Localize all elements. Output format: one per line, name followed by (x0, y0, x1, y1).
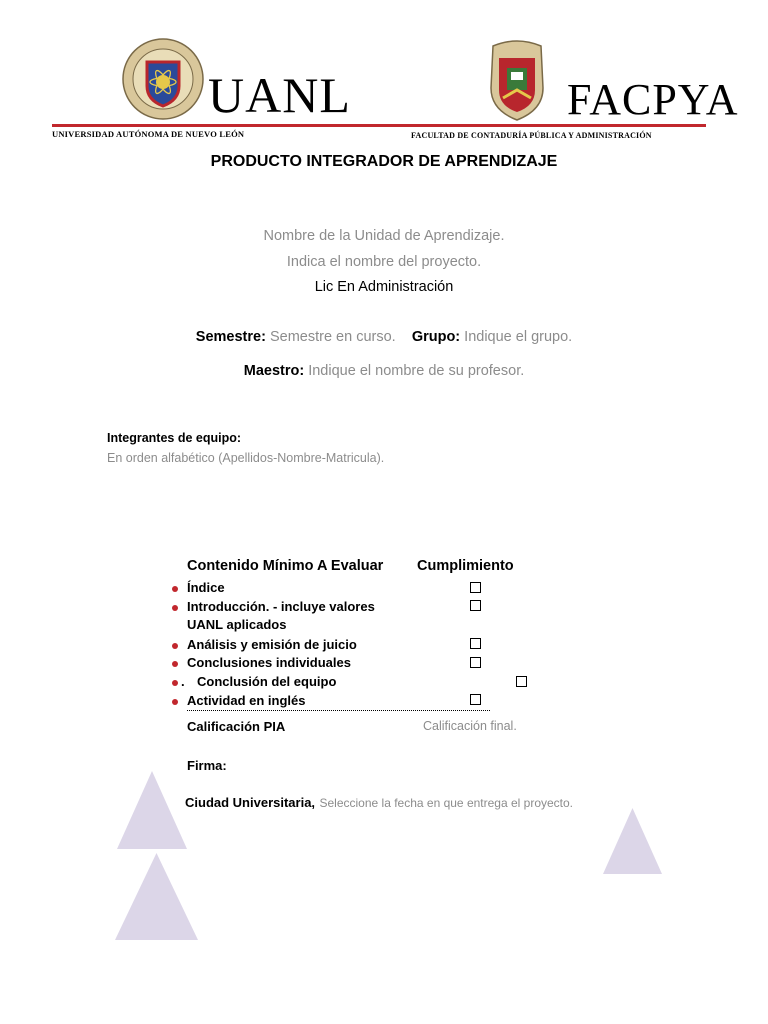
teacher-label: Maestro: (243, 363, 305, 379)
bullet-icon (172, 680, 178, 686)
uanl-seal (122, 38, 204, 125)
semester-label: Semestre: (195, 329, 266, 345)
grade-label: Calificación PIA (187, 719, 286, 734)
eval-item-introduction-cont: UANL aplicados (187, 617, 287, 632)
project-name-field[interactable]: Indica el nombre del proyecto. (286, 254, 482, 270)
eval-item-english-activity: Actividad en inglés (187, 693, 306, 708)
checkbox-introduction[interactable] (470, 600, 481, 611)
compliance-column-header: Cumplimiento (417, 558, 514, 574)
bullet-icon (172, 661, 178, 667)
semester-group-line (0, 329, 768, 345)
header-rule (52, 124, 706, 127)
uanl-logo-text: UANL (208, 67, 351, 123)
checkbox-index[interactable] (470, 582, 481, 593)
footer-line (185, 794, 573, 812)
bullet-icon (172, 643, 178, 649)
bullet-icon (172, 586, 178, 592)
checkbox-individual-conclusions[interactable] (470, 657, 481, 668)
eval-item-index: Índice (187, 580, 225, 595)
eval-item-team-conclusion: Conclusión del equipo (197, 674, 337, 689)
facpya-seal (485, 38, 549, 127)
university-name: UNIVERSIDAD AUTÓNOMA DE NUEVO LEÓN (52, 129, 245, 139)
group-field[interactable]: Indique el grupo. (464, 329, 573, 345)
grade-field[interactable]: Calificación final. (423, 719, 517, 733)
faculty-name: FACULTAD DE CONTADURÍA PÚBLICA Y ADMINISTRACIÓN (411, 131, 652, 140)
content-column-header: Contenido Mínimo A Evaluar (187, 558, 384, 574)
decorative-triangle (117, 771, 187, 849)
signature-label: Firma: (187, 758, 227, 773)
program-name: Lic En Administración (314, 279, 454, 295)
teacher-line (0, 363, 768, 379)
unit-name-field[interactable]: Nombre de la Unidad de Aprendizaje. (263, 228, 505, 244)
checkbox-team-conclusion[interactable] (516, 676, 527, 687)
eval-item-individual-conclusions: Conclusiones individuales (187, 655, 351, 670)
eval-item-analysis: Análisis y emisión de juicio (187, 637, 357, 652)
eval-item-team-conclusion-prefix: . (181, 674, 185, 689)
group-label: Grupo: (411, 329, 461, 345)
checkbox-analysis[interactable] (470, 638, 481, 649)
checkbox-english-activity[interactable] (470, 694, 481, 705)
team-label: Integrantes de equipo: (107, 431, 242, 445)
eval-item-introduction: Introducción. - incluye valores (187, 599, 375, 614)
date-field[interactable]: Seleccione la fecha en que entrega el proyecto. (319, 796, 574, 810)
semester-field[interactable]: Semestre en curso. (269, 329, 396, 345)
table-divider (187, 710, 490, 711)
city-label: Ciudad Universitaria, (185, 795, 316, 810)
decorative-triangle (603, 808, 662, 874)
facpya-logo-text: FACPYA (567, 75, 739, 124)
team-members-field[interactable]: En orden alfabético (Apellidos-Nombre-Matricula). (107, 451, 385, 465)
teacher-field[interactable]: Indique el nombre de su profesor. (308, 363, 525, 379)
bullet-icon (172, 699, 178, 705)
bullet-icon (172, 605, 178, 611)
document-title: PRODUCTO INTEGRADOR DE APRENDIZAJE (210, 153, 558, 170)
decorative-triangle (115, 853, 198, 940)
